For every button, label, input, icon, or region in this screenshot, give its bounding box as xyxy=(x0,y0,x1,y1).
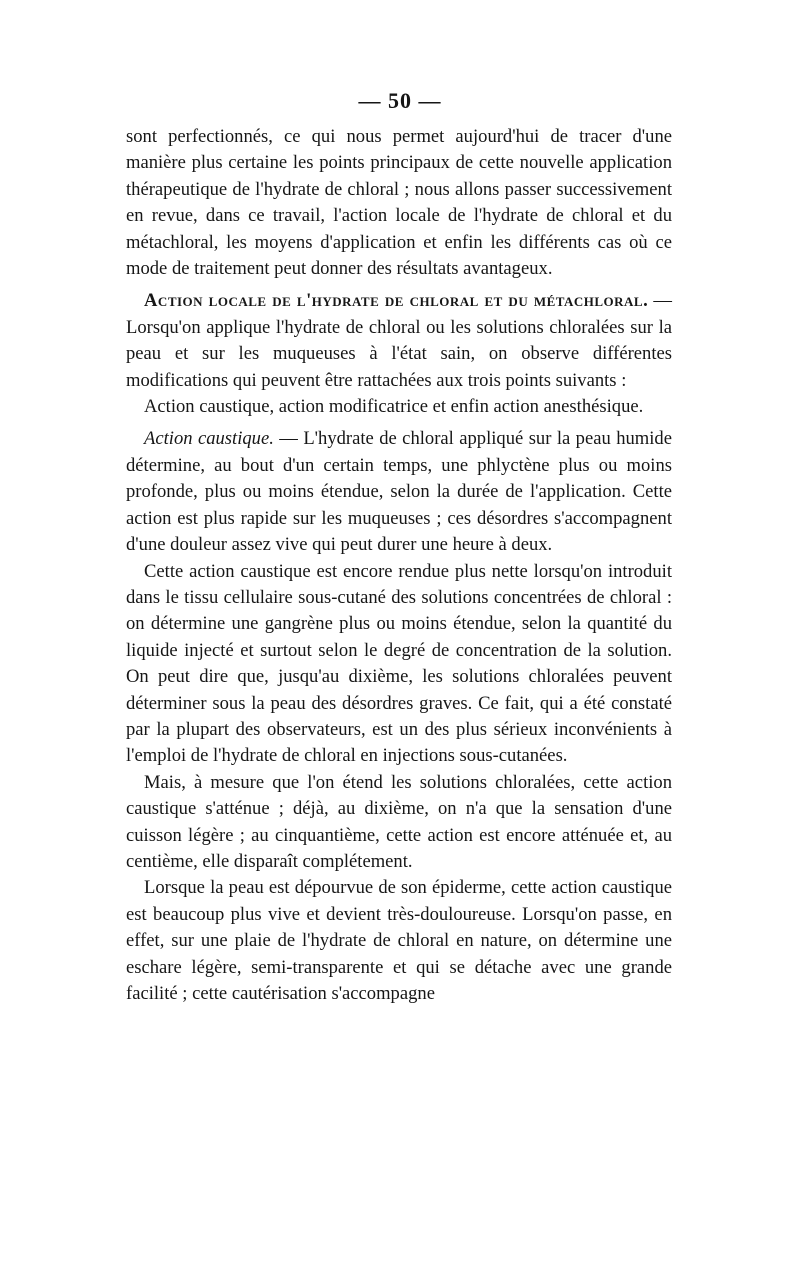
paragraph-action-list: Action caustique, action modificatrice et enfin action anesthésique. xyxy=(144,396,644,418)
section-heading-body: — Lorsqu'on applique l'hydrate de chloral ou les solutions chloralées sur la peau et sur les muqueuses à l'état sain, on observe différentes modifications qui peuvent être rattachées aux trois points suivants : xyxy=(126,290,672,391)
subsection-lead: Action caustique. xyxy=(144,428,274,450)
paragraph-action-caustique xyxy=(126,426,672,558)
paragraph-dilution: Mais, à mesure que l'on étend les solutions chloralées, cette action caustique s'atténue ; déjà, au dixième, on n'a que la sensation d'une cuisson légère ; au cinquantième, cette action est encore atténuée et, au centième, elle disparaît complétement. xyxy=(126,771,672,872)
body-text xyxy=(126,124,672,1007)
paragraph-injections: Cette action caustique est encore rendue plus nette lorsqu'on introduit dans le tissu cellulaire sous-cutané des solutions concentrées de chloral : on détermine une gangrène plus ou moins étendue, selon la quantité du liquide injecté et surtout selon le degré de concentration de la solution. On peut dire que, jusqu'au dixième, les solutions chloralées peuvent déterminer sous la peau des désordres graves. Ce fait, qui a été constaté par la plupart des observateurs, est un des plus sérieux inconvénients à l'emploi de l'hydrate de chloral en injections sous-cutanées. xyxy=(126,560,672,767)
paragraph-epiderme: Lorsque la peau est dépourvue de son épiderme, cette action caustique est beaucoup plus vive et devient très-douloureuse. Lorsqu'on passe, en effet, sur une plaie de l'hydrate de chloral en nature, on détermine une eschare légère, semi-transparente et qui se détache avec une grande facilité ; cette cautérisation s'accompagne xyxy=(126,877,672,1004)
page-number: — 50 — xyxy=(358,88,442,113)
paragraph-action-locale xyxy=(126,288,672,394)
section-heading: Action locale de l'hydrate de chloral et du métachloral. xyxy=(144,290,649,312)
subsection-body: — L'hydrate de chloral appliqué sur la peau humide détermine, au bout d'un certain temps, une phlyctène plus ou moins profonde, plus ou moins étendue, selon la durée de l'application. Cette action est plus rapide sur les muqueuses ; ces désordres s'accompagnent d'une douleur assez vive qui peut durer une heure à deux. xyxy=(126,428,672,556)
paragraph-intro: sont perfectionnés, ce qui nous permet aujourd'hui de tracer d'une manière plus certaine les points principaux de cette nouvelle application thérapeutique de l'hydrate de chloral ; nous allons passer successivement en revue, dans ce travail, l'action locale de l'hydrate de chloral et du métachloral, les moyens d'application et enfin les différents cas où ce mode de traitement peut donner des résultats avantageux. xyxy=(126,126,672,280)
